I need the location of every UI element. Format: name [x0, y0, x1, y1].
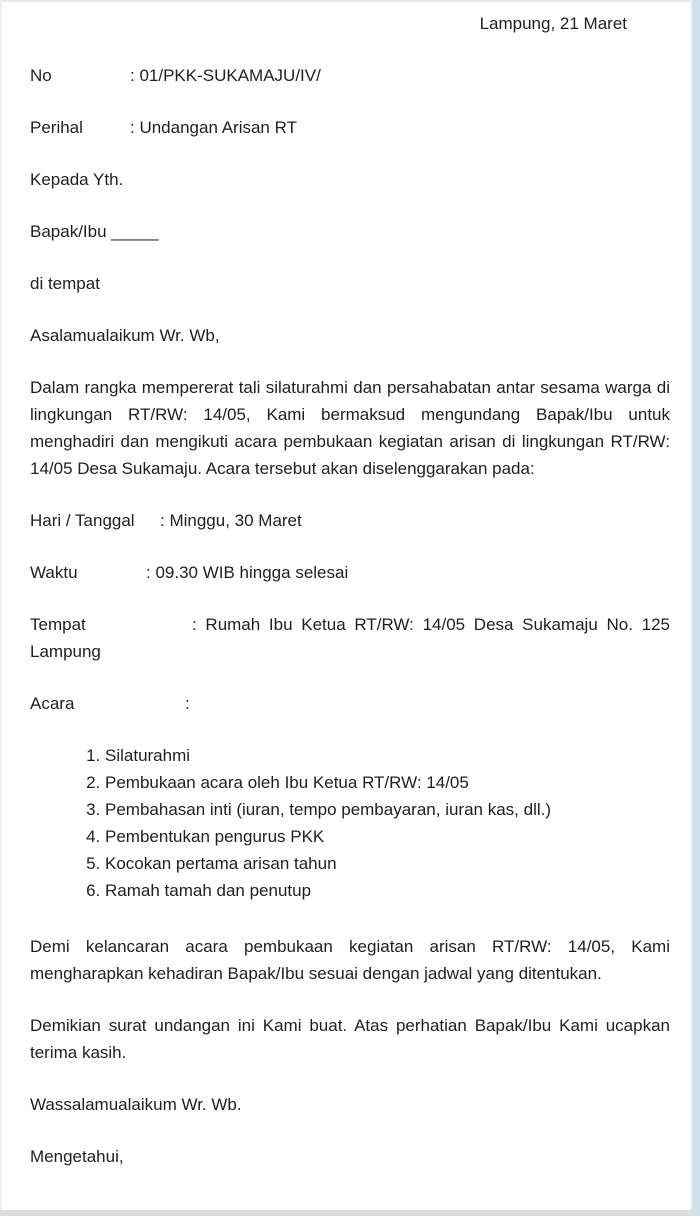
closing-paragraph-expectation: Demi kelancaran acara pembukaan kegiatan arisan RT/RW: 14/05, Kami mengharapkan kehadiran Bapak/Ibu sesuai dengan jadwal yang ditentukan. [30, 937, 670, 983]
detail-value-agenda: : [185, 694, 190, 713]
agenda-list [30, 742, 670, 904]
detail-value-day-date: : Minggu, 30 Maret [160, 511, 302, 530]
letter-content [30, 10, 670, 1195]
detail-row-day-date [30, 507, 670, 534]
meta-row-number [30, 62, 670, 89]
meta-label-subject: Perihal [30, 118, 83, 137]
page-edge-right [690, 0, 700, 1216]
recipient-line-place: di tempat [30, 274, 100, 293]
detail-label-venue: Tempat [30, 615, 86, 634]
meta-value-number: : 01/PKK-SUKAMAJU/IV/ [130, 66, 321, 85]
recipient-line-attn: Kepada Yth. [30, 170, 124, 189]
detail-value-time: : 09.30 WIB hingga selesai [146, 563, 349, 582]
recipient-line-name-blank: Bapak/Ibu _____ [30, 222, 159, 241]
agenda-item: 2. Pembukaan acara oleh Ibu Ketua RT/RW: 14/05 [105, 769, 670, 796]
agenda-item: 5. Kocokan pertama arisan tahun [105, 850, 670, 877]
agenda-item: 1. Silaturahmi [105, 742, 670, 769]
detail-row-venue [30, 611, 670, 665]
detail-label-agenda: Acara [30, 694, 75, 713]
page-edge-bottom [0, 1210, 692, 1216]
page-edge-top [0, 0, 700, 2]
meta-value-subject: : Undangan Arisan RT [130, 118, 297, 137]
sign-off: Mengetahui, [30, 1147, 124, 1166]
closing-paragraph-thanks: Demikian surat undangan ini Kami buat. Atas perhatian Bapak/Ibu Kami ucapkan terima kasih. [30, 1016, 670, 1062]
meta-label-number: No [30, 66, 52, 85]
detail-value-venue: : Rumah Ibu Ketua RT/RW: 14/05 Desa Sukamaju No. 125 Lampung [30, 615, 670, 661]
detail-row-time [30, 559, 670, 586]
meta-row-subject [30, 114, 670, 141]
agenda-item: 4. Pembentukan pengurus PKK [105, 823, 670, 850]
detail-label-time: Waktu [30, 563, 78, 582]
date-line: Lampung, 21 Maret [479, 14, 627, 33]
detail-row-agenda [30, 690, 670, 717]
agenda-item: 6. Ramah tamah dan penutup [105, 877, 670, 904]
closing-salutation: Wassalamualaikum Wr. Wb. [30, 1095, 242, 1114]
detail-label-day-date: Hari / Tanggal [30, 511, 135, 530]
page-edge-left [0, 0, 2, 1216]
agenda-item: 3. Pembahasan inti (iuran, tempo pembayaran, iuran kas, dll.) [105, 796, 670, 823]
opening-salutation: Asalamualaikum Wr. Wb, [30, 326, 220, 345]
opening-paragraph: Dalam rangka mempererat tali silaturahmi dan persahabatan antar sesama warga di lingkungan RT/RW: 14/05, Kami bermaksud mengundang Bapak/Ibu untuk menghadiri dan mengikuti acara pembukaan kegiatan arisan di lingkungan RT/RW: 14/05 Desa Sukamaju. Acara tersebut akan diselenggarakan pada: [30, 378, 670, 478]
